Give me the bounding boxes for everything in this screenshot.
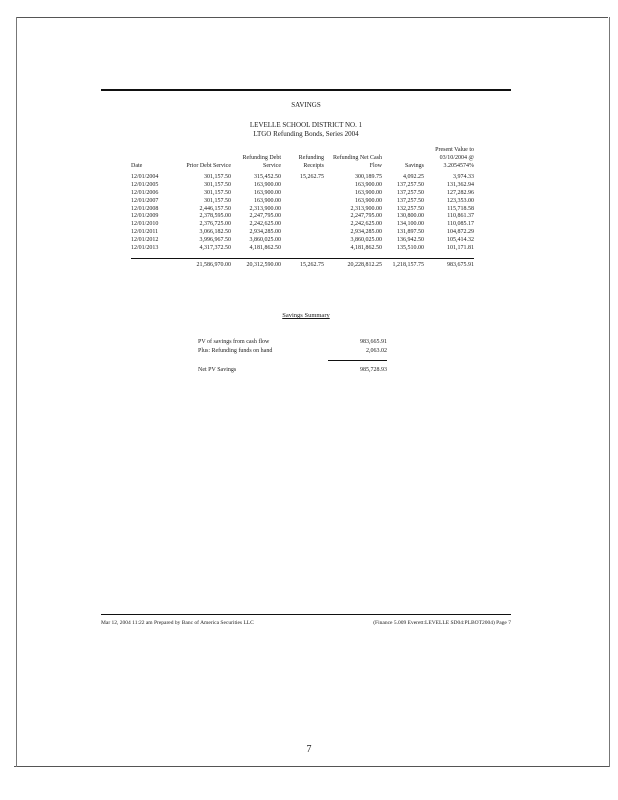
table-cell: 15,262.75 — [300, 174, 324, 181]
table-cell: 136,942.50 — [397, 236, 424, 243]
table-cell: 2,313,900.00 — [249, 205, 281, 212]
table-cell: 137,257.50 — [397, 197, 424, 204]
table-cell: 104,872.29 — [447, 228, 474, 235]
total-cell: 20,312,590.00 — [231, 259, 281, 270]
summary-value: 2,063.02 — [366, 348, 387, 354]
table-cell: 12/01/2012 — [131, 236, 159, 243]
entity-name: LEVELLE SCHOOL DISTRICT NO. 1 — [249, 121, 363, 129]
table-cell: 163,900.00 — [355, 189, 382, 196]
table-row — [131, 229, 474, 237]
scan-border-right — [609, 17, 610, 767]
scan-border-bottom — [14, 766, 610, 767]
table-cell: 2,242,625.00 — [350, 221, 382, 228]
column-header: Date — [131, 162, 143, 169]
table-cell: 12/01/2009 — [131, 213, 159, 220]
table-cell: 130,800.00 — [397, 213, 424, 220]
savings-table — [131, 147, 474, 270]
table-cell: 12/01/2010 — [131, 221, 159, 228]
column-header: Savings — [404, 162, 424, 169]
table-cell: 3,860,025.00 — [350, 236, 382, 243]
table-cell: 3,860,025.00 — [249, 236, 281, 243]
issue-name: LTGO Refunding Bonds, Series 2004 — [253, 130, 359, 138]
table-cell: 3,996,967.50 — [199, 236, 231, 243]
scan-border-top — [16, 17, 608, 18]
table-cell: 2,934,285.00 — [249, 228, 281, 235]
table-cell: 2,247,795.00 — [350, 213, 382, 220]
column-header: Present Value to 03/10/2004 @ 3.2054574% — [435, 147, 474, 169]
table-cell: 137,257.50 — [397, 182, 424, 189]
column-header: Refunding Receipts — [298, 154, 324, 169]
table-cell: 12/01/2011 — [131, 228, 159, 235]
table-cell — [281, 190, 324, 198]
table-cell: 105,414.32 — [447, 236, 474, 243]
scan-border-left — [16, 17, 17, 767]
table-cell: 301,157.50 — [204, 189, 231, 196]
table-cell: 2,934,285.00 — [350, 228, 382, 235]
column-header: Prior Debt Service — [186, 162, 231, 169]
table-cell: 12/01/2004 — [131, 174, 159, 181]
total-cell: 983,675.91 — [424, 259, 474, 270]
footer-rule — [101, 614, 511, 615]
table-cell: 4,317,372.50 — [199, 244, 231, 251]
table-cell: 12/01/2006 — [131, 189, 159, 196]
table-cell: 2,247,795.00 — [249, 213, 281, 220]
table-row — [131, 245, 474, 253]
table-row — [131, 182, 474, 190]
page-title: SAVINGS — [291, 101, 321, 109]
table-cell: 12/01/2013 — [131, 244, 159, 251]
summary-title: Savings Summary — [282, 312, 330, 319]
table-cell: 163,900.00 — [254, 197, 281, 204]
table-cell: 2,376,725.00 — [199, 221, 231, 228]
footer-file-info: (Finance 5.009 Everett:LEVELLE SD04:PLBOT2004) Page 7 — [373, 620, 511, 626]
table-cell: 134,100.00 — [397, 221, 424, 228]
table-cell: 301,157.50 — [204, 174, 231, 181]
net-pv-value: 985,728.93 — [360, 367, 387, 373]
net-pv-label: Net PV Savings — [198, 367, 237, 373]
table-cell: 127,282.96 — [447, 189, 474, 196]
table-cell — [281, 198, 324, 206]
summary-label: PV of savings from cash flow — [198, 339, 270, 345]
table-row — [131, 198, 474, 206]
table-header-row — [131, 147, 474, 174]
table-cell: 4,181,862.50 — [350, 244, 382, 251]
header-rule — [101, 89, 511, 91]
table-cell: 137,257.50 — [397, 189, 424, 196]
table-cell: 110,861.37 — [447, 213, 474, 220]
table-row — [131, 213, 474, 221]
table-cell: 2,446,157.50 — [199, 205, 231, 212]
total-cell: 20,228,812.25 — [324, 259, 382, 270]
table-cell: 301,157.50 — [204, 182, 231, 189]
footer-prepared-by: Mar 12, 2004 11:22 am Prepared by Banc of America Securities LLC — [101, 620, 254, 626]
table-cell: 115,718.58 — [447, 205, 474, 212]
table-cell — [281, 206, 324, 214]
table-cell — [281, 237, 324, 245]
table-cell — [281, 213, 324, 221]
table-row — [131, 206, 474, 214]
table-cell: 3,974.33 — [453, 174, 474, 181]
table-cell — [281, 229, 324, 237]
table-cell: 135,510.00 — [397, 244, 424, 251]
total-cell — [131, 259, 179, 270]
table-cell: 123,353.00 — [447, 197, 474, 204]
table-cell: 3,066,182.50 — [199, 228, 231, 235]
table-row — [131, 237, 474, 245]
table-cell: 315,452.50 — [254, 174, 281, 181]
page-number: 7 — [306, 744, 312, 755]
table-cell: 301,157.50 — [204, 197, 231, 204]
table-cell: 300,189.75 — [355, 174, 382, 181]
table-cell: 110,085.17 — [447, 221, 474, 228]
summary-label: Plus: Refunding funds on hand — [198, 348, 273, 354]
totals-row — [131, 259, 474, 270]
total-cell: 1,218,157.75 — [382, 259, 424, 270]
total-cell: 15,262.75 — [281, 259, 324, 270]
table-cell: 4,181,862.50 — [249, 244, 281, 251]
table-cell: 12/01/2007 — [131, 197, 159, 204]
table-cell: 2,313,900.00 — [350, 205, 382, 212]
table-cell: 132,257.50 — [397, 205, 424, 212]
table-cell: 163,900.00 — [254, 189, 281, 196]
table-cell: 163,900.00 — [254, 182, 281, 189]
column-header: Refunding Debt Service — [242, 154, 281, 169]
table-cell: 131,897.50 — [397, 228, 424, 235]
table-cell — [281, 245, 324, 253]
table-row — [131, 221, 474, 229]
table-cell: 2,378,595.00 — [199, 213, 231, 220]
table-row — [131, 190, 474, 198]
table-cell — [281, 221, 324, 229]
summary-value: 983,665.91 — [360, 339, 387, 345]
table-row — [131, 174, 474, 182]
table-cell: 131,362.94 — [447, 182, 474, 189]
summary-rule — [328, 360, 387, 361]
table-cell: 163,900.00 — [355, 197, 382, 204]
table-cell: 12/01/2005 — [131, 182, 159, 189]
table-cell: 2,242,625.00 — [249, 221, 281, 228]
table-cell: 4,092.25 — [403, 174, 424, 181]
column-header: Refunding Net Cash Flow — [333, 154, 382, 169]
table-cell: 101,171.81 — [447, 244, 474, 251]
table-cell — [281, 182, 324, 190]
table-cell: 12/01/2008 — [131, 205, 159, 212]
total-cell: 21,586,970.00 — [179, 259, 231, 270]
table-cell: 163,900.00 — [355, 182, 382, 189]
